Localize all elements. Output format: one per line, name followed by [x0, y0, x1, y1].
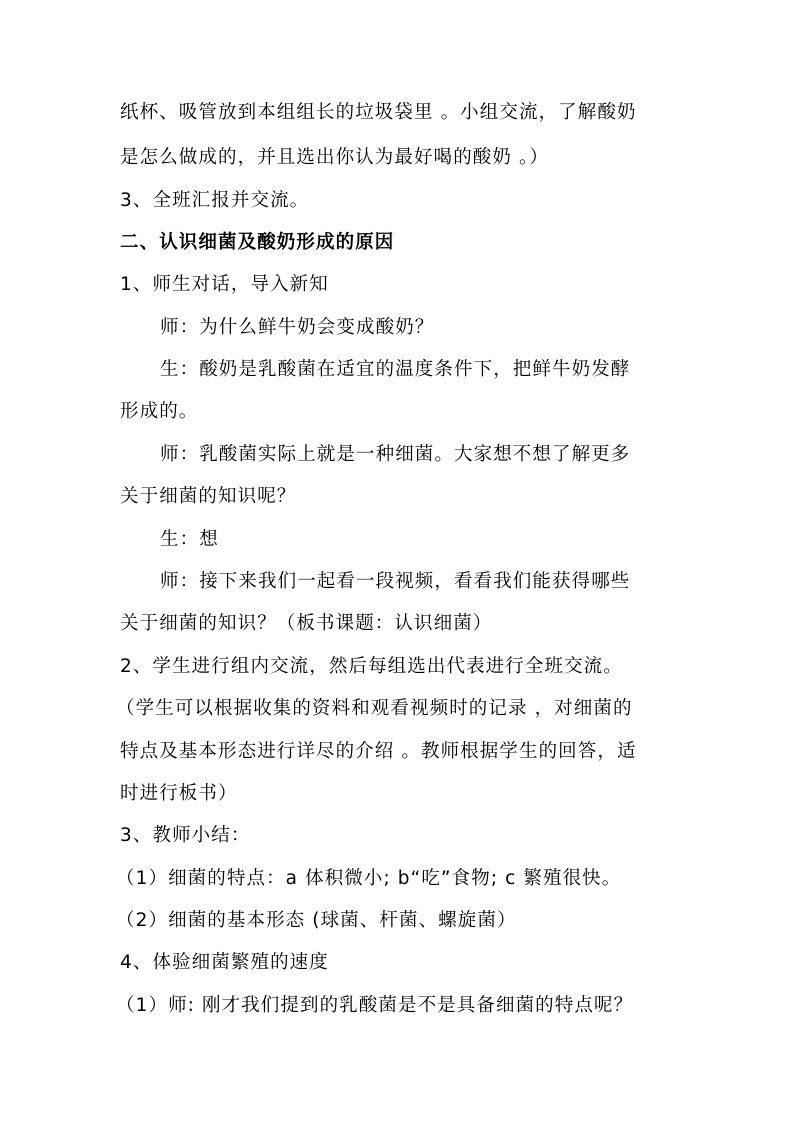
teacher-statement-3: 师：接下来我们一起看一段视频，看看我们能获得哪些	[160, 571, 631, 592]
student-answer-1: 生：酸奶是乳酸菌在适宜的温度条件下，把鲜牛奶发酵	[160, 359, 631, 380]
step-2-note-line-1: （学生可以根据收集的资料和观看视频时的记录 ，对细菌的	[116, 698, 633, 719]
step-2-group-exchange: 2、学生进行组内交流，然后每组选出代表进行全班交流。	[120, 656, 623, 677]
student-answer-1-cont: 形成的。	[120, 401, 199, 422]
summary-item-1: （1）细菌的特点：a 体积微小; b“吃”食物; c 繁殖很快。	[116, 868, 622, 889]
step-3-report: 3、全班汇报并交流。	[120, 190, 310, 211]
step-2-note-line-2: 特点及基本形态进行详尽的介绍 。教师根据学生的回答，适	[120, 741, 637, 762]
step-1-dialogue: 1、师生对话，导入新知	[120, 274, 329, 295]
step-4-item-1: （1）师: 刚才我们提到的乳酸菌是不是具备细菌的特点呢？	[116, 995, 634, 1016]
paragraph-line-2: 是怎么做成的，并且选出你认为最好喝的酸奶 。）	[120, 147, 549, 168]
student-answer-2: 生：想	[160, 529, 219, 550]
step-3-summary: 3、教师小结：	[120, 825, 251, 846]
teacher-question-1: 师：为什么鲜牛奶会变成酸奶？	[160, 317, 435, 338]
step-2-note-line-3: 时进行板书）	[120, 783, 238, 804]
teacher-statement-3-cont: 关于细菌的知识？（板书课题：认识细菌）	[120, 613, 493, 634]
teacher-statement-2: 师：乳酸菌实际上就是一种细菌。大家想不想了解更多	[160, 444, 631, 465]
step-4-experience: 4、体验细菌繁殖的速度	[120, 952, 329, 973]
summary-item-2: （2）细菌的基本形态 (球菌、杆菌、螺旋菌）	[116, 910, 517, 931]
section-heading-2: 二、认识细菌及酸奶形成的原因	[120, 232, 395, 253]
teacher-statement-2-cont: 关于细菌的知识呢？	[120, 486, 297, 507]
paragraph-line-1: 纸杯、吸管放到本组组长的垃圾袋里 。小组交流，了解酸奶	[120, 102, 637, 123]
